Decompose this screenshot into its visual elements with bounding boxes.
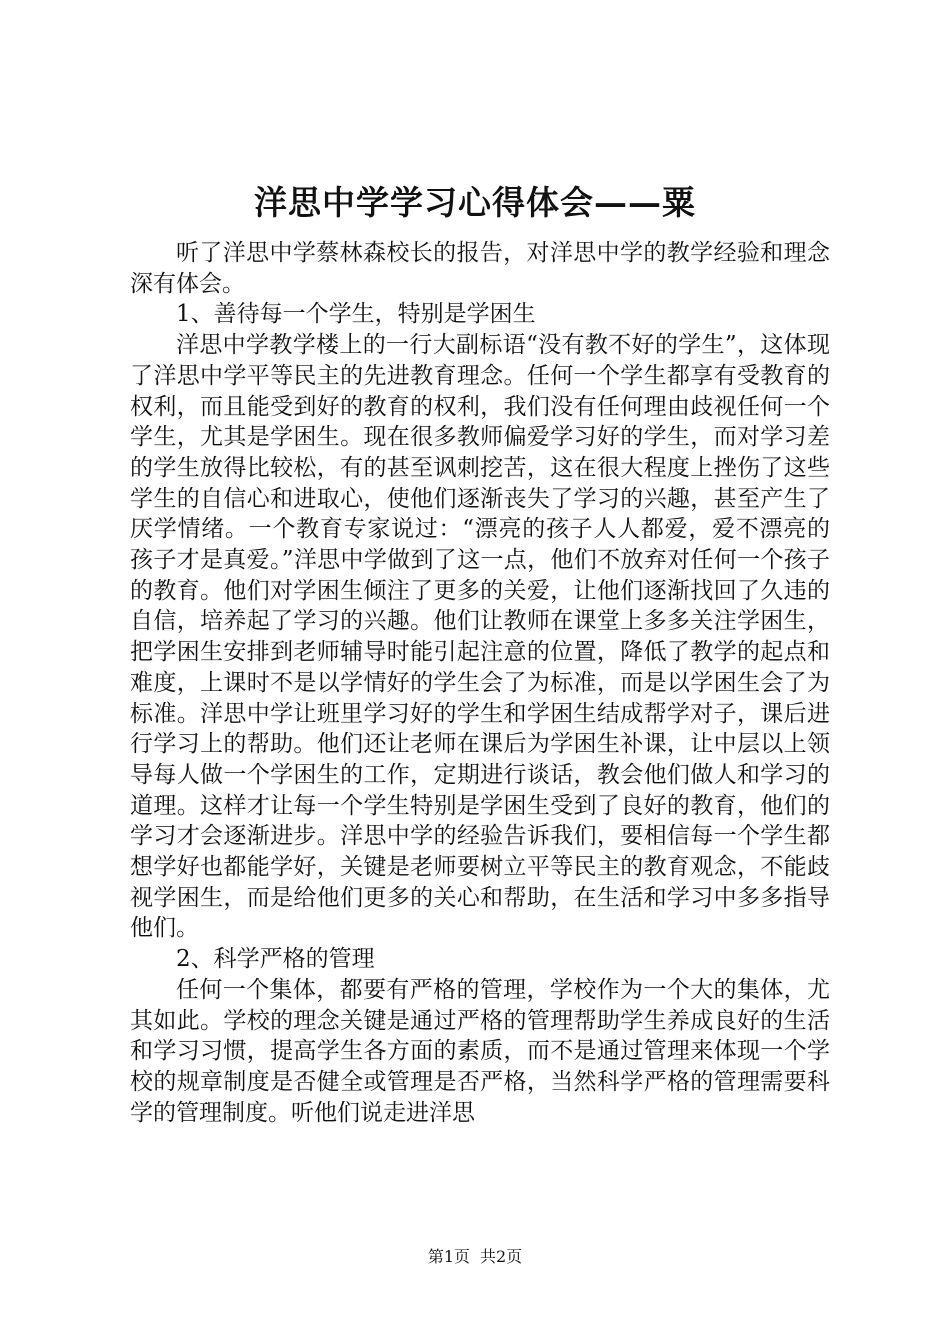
document-body — [130, 238, 830, 1128]
section-2-paragraph: 任何一个集体，都要有严格的管理，学校作为一个大的集体，尤其如此。学校的理念关键是通过严格的管理帮助学生养成良好的生活和学习习惯，提高学生各方面的素质，而不是通过管理来体现一个学校的规章制度是否健全或管理是否严格，当然科学严格的管理需要科学的管理制度。听他们说走进洋思 — [130, 976, 830, 1126]
section-1-paragraph: 洋思中学教学楼上的一行大副标语“没有教不好的学生”，这体现了洋思中学平等民主的先进教育理念。任何一个学生都享有受教育的权利，而且能受到好的教育的权利，我们没有任何理由歧视任何一个学生，尤其是学困生。现在很多教师偏爱学习好的学生，而对学习差的学生放得比较松，有的甚至讽刺挖苦，这在很大程度上挫伤了这些学生的自信心和进取心，使他们逐渐丧失了学习的兴趣，甚至产生了厌学情绪。一个教育专家说过：“漂亮的孩子人人都爱，爱不漂亮的孩子才是真爱。”洋思中学做到了这一点，他们不放弃对任何一个孩子的教育。他们对学困生倾注了更多的关爱，让他们逐渐找回了久违的自信，培养起了学习的兴趣。他们让教师在课堂上多多关注学困生，把学困生安排到老师辅导时能引起注意的位置，降低了教学的起点和难度，上课时不是以学情好的学生会了为标准，而是以学困生会了为标准。洋思中学让班里学习好的学生和学困生结成帮学对子，课后进行学习上的帮助。他们还让老师在课后为学困生补课，让中层以上领导每人做一个学困生的工作，定期进行谈话，教会他们做人和学习的道理。这样才让每一个学生特别是学困生受到了良好的教育，他们的学习才会逐渐进步。洋思中学的经验告诉我们，要相信每一个学生都想学好也都能学好，关键是老师要树立平等民主的教育观念，不能歧视学困生，而是给他们更多的关心和帮助，在生活和学习中多多指导他们。 — [130, 332, 830, 942]
page-number: 第1页 — [427, 1247, 470, 1266]
section-1-heading: 1、善待每一个学生，特别是学困生 — [176, 301, 536, 328]
page-footer — [0, 1246, 950, 1268]
document-title: 洋思中学学习心得体会——粟 — [254, 183, 696, 222]
page-count: 共2页 — [480, 1247, 523, 1266]
intro-paragraph: 听了洋思中学蔡林森校长的报告，对洋思中学的教学经验和理念深有体会。 — [130, 240, 830, 297]
section-2-heading: 2、科学严格的管理 — [176, 946, 375, 973]
